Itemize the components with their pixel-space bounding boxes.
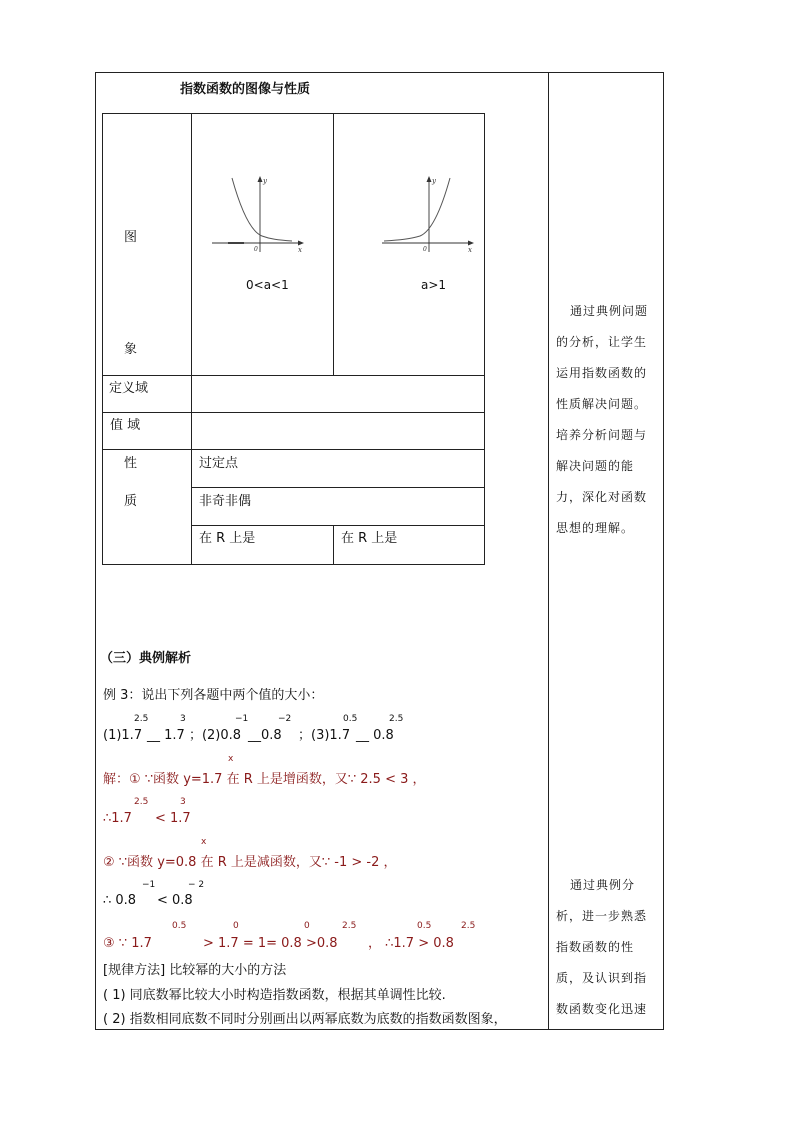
question-exponent: 2.5 xyxy=(389,714,404,724)
solution-1-result: < 1.7 xyxy=(155,811,191,826)
axis-y-label: y xyxy=(432,177,436,185)
axis-x-label: x xyxy=(298,246,302,254)
solution-2-result: < 0.8 xyxy=(157,893,193,908)
question-line: __ 1.7 ；(2)0.8 xyxy=(147,728,242,743)
solution-3-exponent: 0.5 xyxy=(417,921,432,931)
graph-right-caption: a>1 xyxy=(421,278,447,292)
graph-increasing xyxy=(378,172,478,254)
side-note-1: 通过典例问题 的分析，让学生 运用指数函数的 性质解决问题。 培养分析问题与 解决问题的能 力，深化对函数 思想的理解。 xyxy=(556,304,649,535)
outer-border-bottom xyxy=(95,1029,664,1030)
solution-2-exponent: − 2 xyxy=(188,880,205,890)
question-line: ；(3)1.7 xyxy=(298,728,351,743)
solution-2-line: ② ∵函数 y=0.8 在 R 上是减函数，又∵ -1 > -2 ， xyxy=(103,855,397,870)
row-label-property-1: 性 xyxy=(124,456,138,471)
origin-label: 0 xyxy=(254,246,258,253)
solution-3-exponent: 0 xyxy=(304,921,310,931)
row-label-property-2: 质 xyxy=(124,494,138,509)
row-label-graph-2: 象 xyxy=(124,342,138,357)
question-exponent: −2 xyxy=(278,714,292,724)
rule-item-2: ( 2) 指数相同底数不同时分别画出以两幂底数为底数的指数函数图象， xyxy=(103,1012,507,1027)
solution-1-line: 解：① ∵函数 y=1.7 在 R 上是增函数，又∵ 2.5 < 3 ， xyxy=(103,772,426,787)
question-exponent: 2.5 xyxy=(134,714,149,724)
question-line: __0.8 xyxy=(248,728,282,743)
solution-3-line: > 1.7 = 1= 0.8 >0.8 xyxy=(203,936,338,951)
monotonic-left-cell: 在 R 上是 xyxy=(199,531,256,546)
solution-1-exponent: x xyxy=(228,754,234,764)
solution-1-exponent: 3 xyxy=(180,797,186,807)
solution-3-exponent: 2.5 xyxy=(342,921,357,931)
question-exponent: −1 xyxy=(235,714,249,724)
outer-border-left xyxy=(95,72,96,1030)
graph-left-caption: 0<a<1 xyxy=(246,278,289,292)
question-exponent: 0.5 xyxy=(343,714,358,724)
solution-3-exponent: 0 xyxy=(233,921,239,931)
row-label-range: 值 域 xyxy=(110,418,141,433)
rule-item-1: ( 1) 同底数幂比较大小时构造指数函数，根据其单调性比较. xyxy=(103,988,446,1003)
axis-x-label: x xyxy=(468,246,472,254)
solution-3-line: ③ ∵ 1.7 xyxy=(103,936,152,951)
example-heading: （三）典例解析 xyxy=(100,651,192,666)
parity-cell: 非奇非偶 xyxy=(199,494,252,509)
solution-3-exponent: 2.5 xyxy=(461,921,476,931)
solution-2-exponent: x xyxy=(201,837,207,847)
monotonic-right-cell: 在 R 上是 xyxy=(341,531,398,546)
outer-border-right xyxy=(663,72,664,1030)
solution-1-result: ∴1.7 xyxy=(103,811,132,826)
side-note-2: 通过典例分 析，进一步熟悉 指数函数的性 质，及认识到指 数函数变化迅速 xyxy=(556,878,648,1016)
solution-2-result: ∴ 0.8 xyxy=(103,893,137,908)
row-label-domain: 定义域 xyxy=(109,381,149,396)
solution-1-exponent: 2.5 xyxy=(134,797,149,807)
question-line: __ 0.8 xyxy=(356,728,394,743)
fixed-point-cell: 过定点 xyxy=(199,456,239,471)
solution-3-exponent: 0.5 xyxy=(172,921,187,931)
outer-border-top xyxy=(95,72,664,73)
graph-decreasing xyxy=(208,172,308,254)
origin-label: 0 xyxy=(423,246,427,253)
solution-3-line: ， ∴1.7 > 0.8 xyxy=(368,936,454,951)
question-line: (1)1.7 xyxy=(103,728,143,743)
axis-y-label: y xyxy=(263,177,267,185)
row-label-graph-1: 图 xyxy=(124,230,138,245)
example-intro: 例 3：说出下列各题中两个值的大小： xyxy=(103,688,324,703)
column-divider xyxy=(548,72,549,1030)
question-exponent: 3 xyxy=(180,714,186,724)
rule-title: [规律方法] 比较幂的大小的方法 xyxy=(103,963,287,978)
section-title: 指数函数的图像与性质 xyxy=(180,82,311,97)
solution-2-exponent: −1 xyxy=(142,880,156,890)
